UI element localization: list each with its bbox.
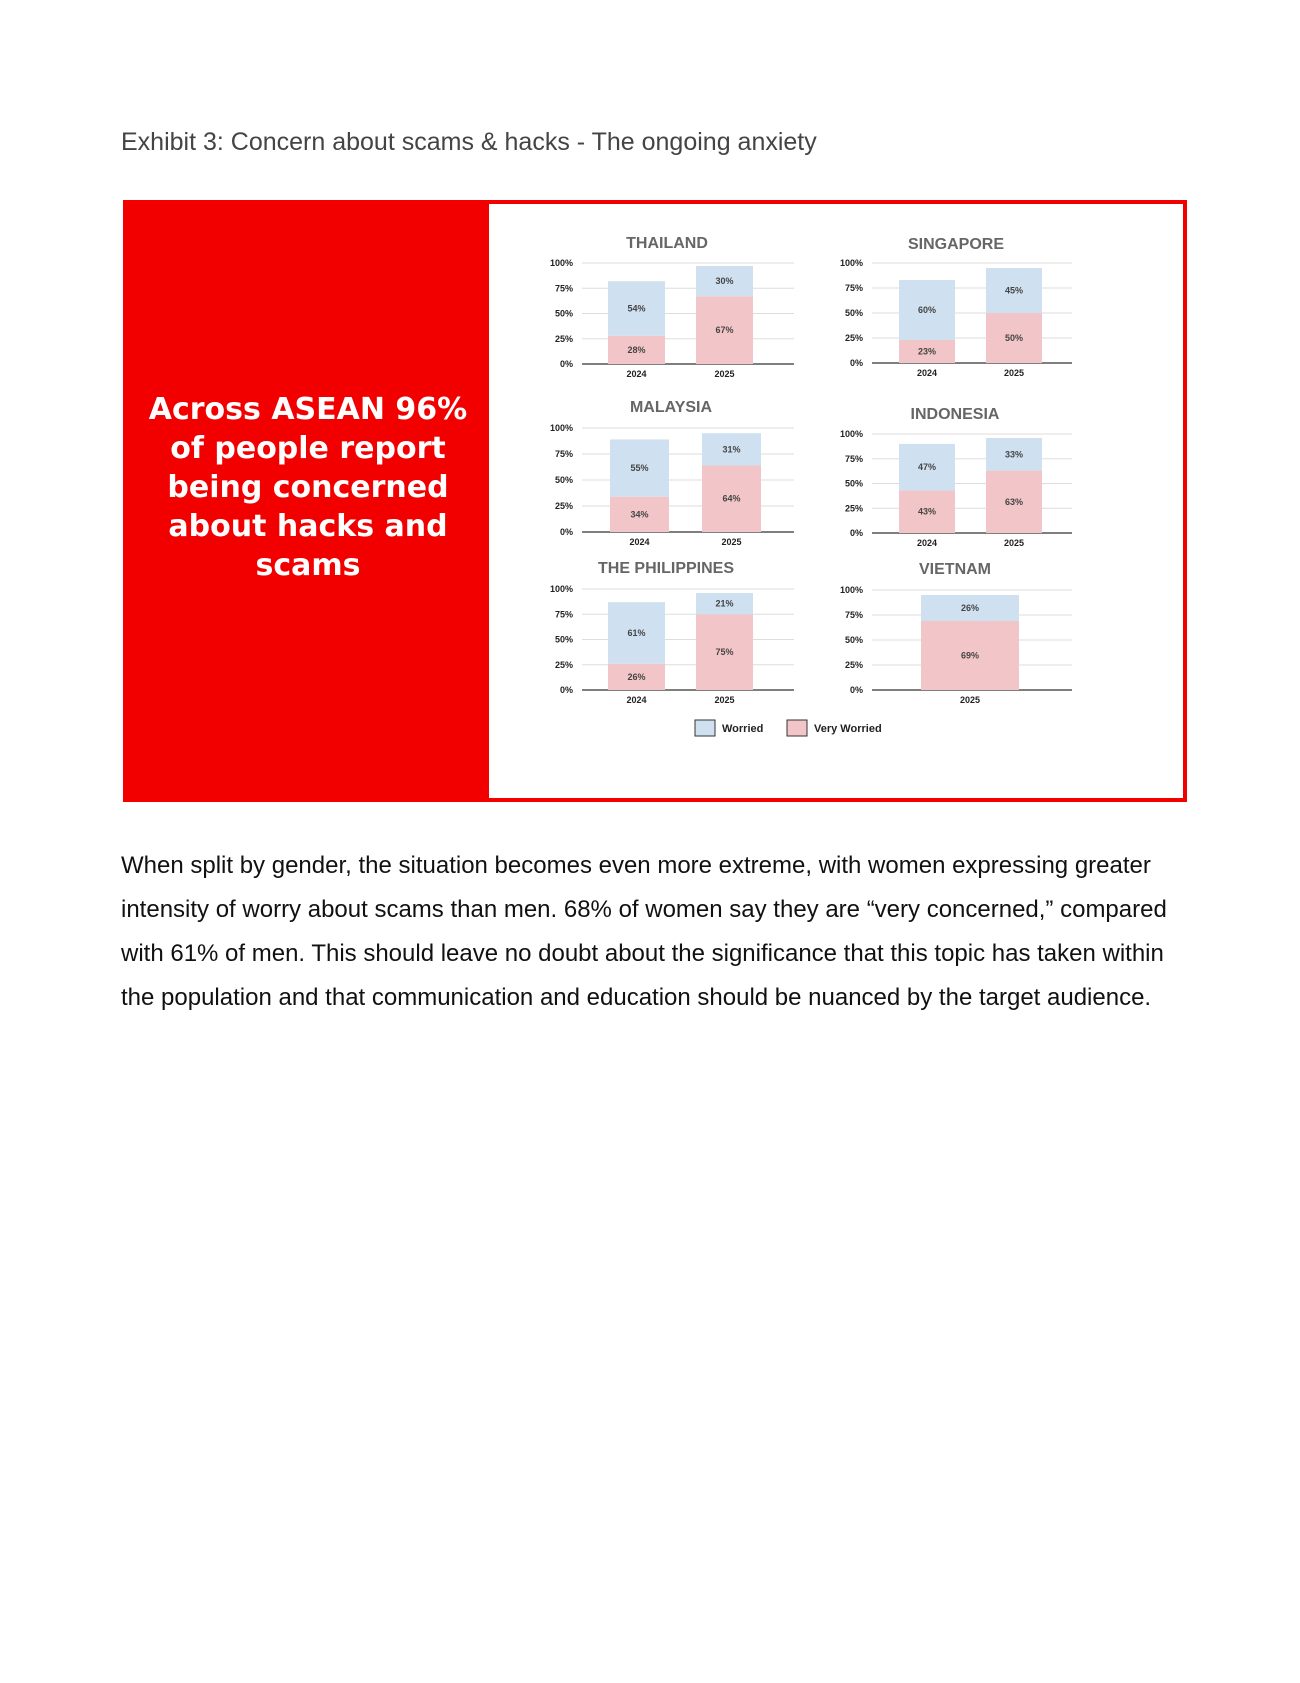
callout-panel [127,204,489,798]
y-tick-label: 25% [844,333,863,343]
bar-value-label: 33% [1004,449,1024,460]
y-tick-label: 0% [559,359,573,369]
y-tick-label: 75% [844,283,863,293]
y-tick-label: 100% [549,584,573,594]
y-tick-label: 75% [844,610,863,620]
panel-title: THAILAND [626,235,708,252]
y-tick-label: 0% [559,685,573,695]
y-tick-label: 100% [549,423,573,433]
y-tick-label: 50% [554,634,573,645]
y-tick-label: 25% [554,501,573,511]
legend-swatch [695,720,715,736]
bar-value-label: 55% [630,463,649,474]
x-tick-label: 2025 [1003,538,1025,548]
bar-value-label: 50% [1004,333,1024,343]
x-tick-label: 2025 [714,695,735,705]
panel-title: SINGAPORE [907,236,1005,253]
y-tick-label: 100% [839,258,863,268]
legend-label: Worried [722,723,764,735]
charts-area [489,204,1183,798]
bar-value-label: 21% [715,598,734,609]
bar-value-label: 45% [1004,285,1024,296]
x-tick-label: 2025 [1003,368,1025,378]
bar-value-label: 26% [960,603,980,613]
y-tick-label: 50% [554,308,573,319]
x-tick-label: 2025 [721,537,742,547]
y-tick-label: 75% [554,449,573,459]
y-tick-label: 100% [839,429,863,439]
bar-value-label: 30% [715,276,734,287]
country-charts [489,204,1183,798]
legend-label: Very Worried [814,723,882,735]
bar-value-label: 75% [715,647,734,658]
bar-value-label: 47% [917,462,937,473]
bar-value-label: 43% [917,506,937,517]
exhibit-title: Exhibit 3: Concern about scams & hacks - The ongoing anxiety [121,128,817,156]
bar-value-label: 69% [960,650,980,661]
x-tick-label: 2024 [916,538,938,548]
bar-value-label: 26% [627,671,646,682]
bar-value-label: 54% [627,303,646,314]
y-tick-label: 75% [554,609,573,620]
y-tick-label: 100% [839,585,863,595]
y-tick-label: 50% [844,308,863,318]
legend-swatch [787,720,807,736]
bar-value-label: 67% [715,325,734,336]
bar-value-label: 23% [917,346,937,357]
panel-title: INDONESIA [910,406,1000,423]
y-tick-label: 75% [844,453,863,464]
x-tick-label: 2025 [959,695,981,705]
x-tick-label: 2024 [626,369,647,379]
panel-title: VIETNAM [919,561,991,578]
y-tick-label: 75% [554,283,573,294]
y-tick-label: 25% [844,660,863,670]
bar-value-label: 60% [917,305,937,315]
bar-value-label: 63% [1004,496,1024,507]
bar-value-label: 28% [627,344,646,355]
y-tick-label: 50% [844,635,863,645]
bar-value-label: 34% [630,509,649,520]
y-tick-label: 0% [849,685,863,695]
y-tick-label: 50% [554,475,573,485]
y-tick-label: 0% [849,358,863,368]
y-tick-label: 25% [554,659,573,670]
bar-value-label: 61% [627,627,646,638]
y-tick-label: 0% [559,527,573,537]
exhibit-figure [123,200,1187,802]
x-tick-label: 2024 [626,695,647,705]
y-tick-label: 100% [549,258,573,268]
y-tick-label: 25% [554,333,573,344]
x-tick-label: 2024 [916,368,938,378]
y-tick-label: 50% [844,478,863,489]
y-tick-label: 25% [844,503,863,514]
body-paragraph: When split by gender, the situation becomes even more extreme, with women expressing greater intensity of worry about scams than men. 68% of women say they are “very concerned,” compared with 61% of men. This should leave no doubt about the significance that this topic has taken within the population and that communication and education should be nuanced by the target audience. [121,852,1167,1011]
y-tick-label: 0% [849,528,863,538]
x-tick-label: 2025 [714,369,735,379]
callout-text: Across ASEAN 96% of people report being concerned about hacks and scams [148,391,468,583]
bar-value-label: 64% [722,493,741,504]
bar-value-label: 31% [722,444,741,455]
panel-title: THE PHILIPPINES [597,560,735,577]
panel-title: MALAYSIA [629,399,713,416]
x-tick-label: 2024 [629,537,650,547]
